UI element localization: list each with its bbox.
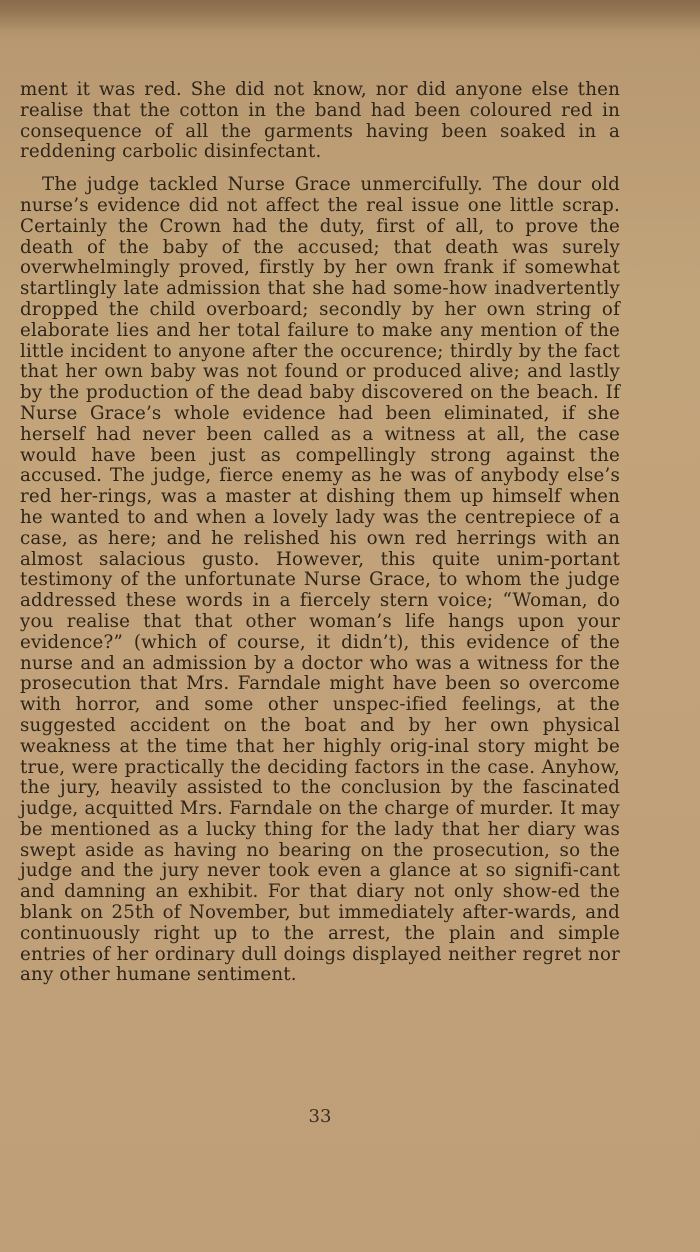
page-text-block <box>20 80 620 986</box>
paragraph-continuation: ment it was red. She did not know, nor did anyone else then realise that the cotton in the band had been coloured red in consequence of all the garments having been soaked in a reddening carbolic disinfectant. <box>20 79 620 163</box>
page-top-edge <box>0 0 700 30</box>
paragraph-judge-tackled: The judge tackled Nurse Grace unmercifully. The dour old nurse’s evidence did not affect the real issue one little scrap. Certainly the Crown had the duty, first of all, to prove the death of the baby of the accused; that death was surely overwhelmingly proved, firstly by her own frank if somewhat startlingly late admission that she had some-how inadvertently dropped the child overboard; secondly by her own string of elaborate lies and her total failure to make any mention of the little incident to anyone after the occurence; thirdly by the fact that her own baby was not found or produced alive; and lastly by the production of the dead baby discovered on the beach. If Nurse Grace’s whole evidence had been eliminated, if she herself had never been called as a witness at all, the case would have been just as compellingly strong against the accused. The judge, fierce enemy as he was of anybody else’s red her-rings, was a master at dishing them up himself when he wanted to and when a lovely lady was the centrepiece of a case, as here; and he relished his own red herrings with an almost salacious gusto. However, this quite unim-portant testimony of the unfortunate Nurse Grace, to whom the judge addressed these words in a fiercely stern voice; “Woman, do you realise that that other woman’s life hangs upon your evidence?” (which of course, it didn’t), this evidence of the nurse and an admission by a doctor who was a witness for the prosecution that Mrs. Farndale might have been so overcome with horror, and some other unspec-ified feelings, at the suggested accident on the boat and by her own physical weakness at the time that her highly orig-inal story might be true, were practically the deciding factors in the case. Anyhow, the jury, heavily assisted to the conclusion by the fascinated judge, acquitted Mrs. Farndale on the charge of murder. It may be mentioned as a lucky thing for the lady that her diary was swept aside as having no bearing on the prosecution, so the judge and the jury never took even a glance at so signifi-cant and damning an exhibit. For that diary not only show-ed the blank on 25th of November, but immediately after-wards, and continuously right up to the arrest, the plain and simple entries of her ordinary dull doings displayed neither regret nor any other humane sentiment. <box>20 174 620 986</box>
page-number: 33 <box>308 1106 332 1127</box>
